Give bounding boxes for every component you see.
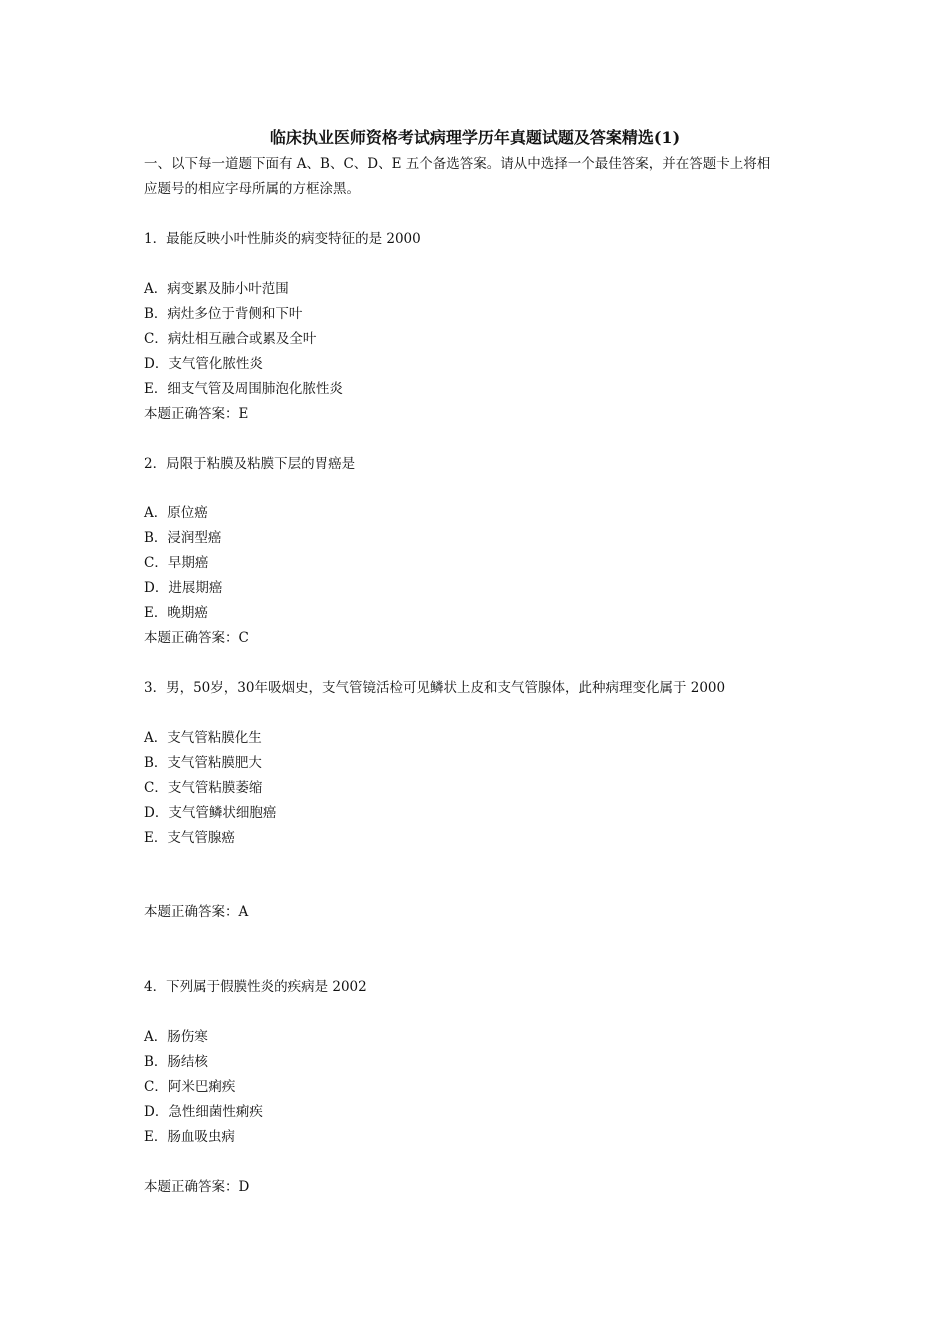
question-2-option-b: B．浸润型癌	[144, 530, 222, 546]
question-4-option-c: C．阿米巴痢疾	[144, 1079, 236, 1095]
question-1-stem: 1．最能反映小叶性肺炎的病变特征的是 2000	[144, 231, 421, 247]
question-4-option-a: A．肠伤寒	[144, 1029, 208, 1045]
question-3-option-d: D．支气管鳞状细胞癌	[144, 805, 277, 821]
question-2-option-d: D．进展期癌	[144, 580, 223, 596]
question-1-option-e: E．细支气管及周围肺泡化脓性炎	[144, 381, 343, 397]
question-1-option-a: A．病变累及肺小叶范围	[144, 281, 289, 297]
question-4-option-d: D．急性细菌性痢疾	[144, 1104, 263, 1120]
question-1-option-d: D．支气管化脓性炎	[144, 356, 263, 372]
question-1-answer: 本题正确答案：E	[144, 406, 249, 422]
question-1-option-b: B．病灶多位于背侧和下叶	[144, 306, 303, 322]
question-3-stem: 3．男，50岁，30年吸烟史，支气管镜活检可见鳞状上皮和支气管腺体，此种病理变化属于 2000	[144, 680, 726, 696]
question-3-option-b: B．支气管粘膜肥大	[144, 755, 262, 771]
question-2-stem: 2．局限于粘膜及粘膜下层的胃癌是	[144, 456, 356, 472]
question-3-answer: 本题正确答案：A	[144, 904, 249, 920]
question-4-option-b: B．肠结核	[144, 1054, 208, 1070]
question-3-option-e: E．支气管腺癌	[144, 830, 235, 846]
instructions-line-1: 一、以下每一道题下面有 A、B、C、D、E 五个备选答案。请从中选择一个最佳答案，并在答题卡上将相	[144, 156, 771, 172]
question-2-answer: 本题正确答案：C	[144, 630, 249, 646]
question-1-option-c: C．病灶相互融合或累及全叶	[144, 331, 317, 347]
question-4-answer: 本题正确答案：D	[144, 1179, 250, 1195]
question-2-option-c: C．早期癌	[144, 555, 209, 571]
question-4-stem: 4．下列属于假膜性炎的疾病是 2002	[144, 979, 367, 995]
document-title: 临床执业医师资格考试病理学历年真题试题及答案精选(1)	[269, 128, 681, 147]
question-2-option-a: A．原位癌	[144, 505, 208, 521]
instructions-line-2: 应题号的相应字母所属的方框涂黑。	[144, 181, 360, 197]
question-2-option-e: E．晚期癌	[144, 605, 208, 621]
question-3-option-a: A．支气管粘膜化生	[144, 730, 262, 746]
instructions	[144, 152, 806, 202]
question-4-option-e: E．肠血吸虫病	[144, 1129, 235, 1145]
question-3-option-c: C．支气管粘膜萎缩	[144, 780, 263, 796]
